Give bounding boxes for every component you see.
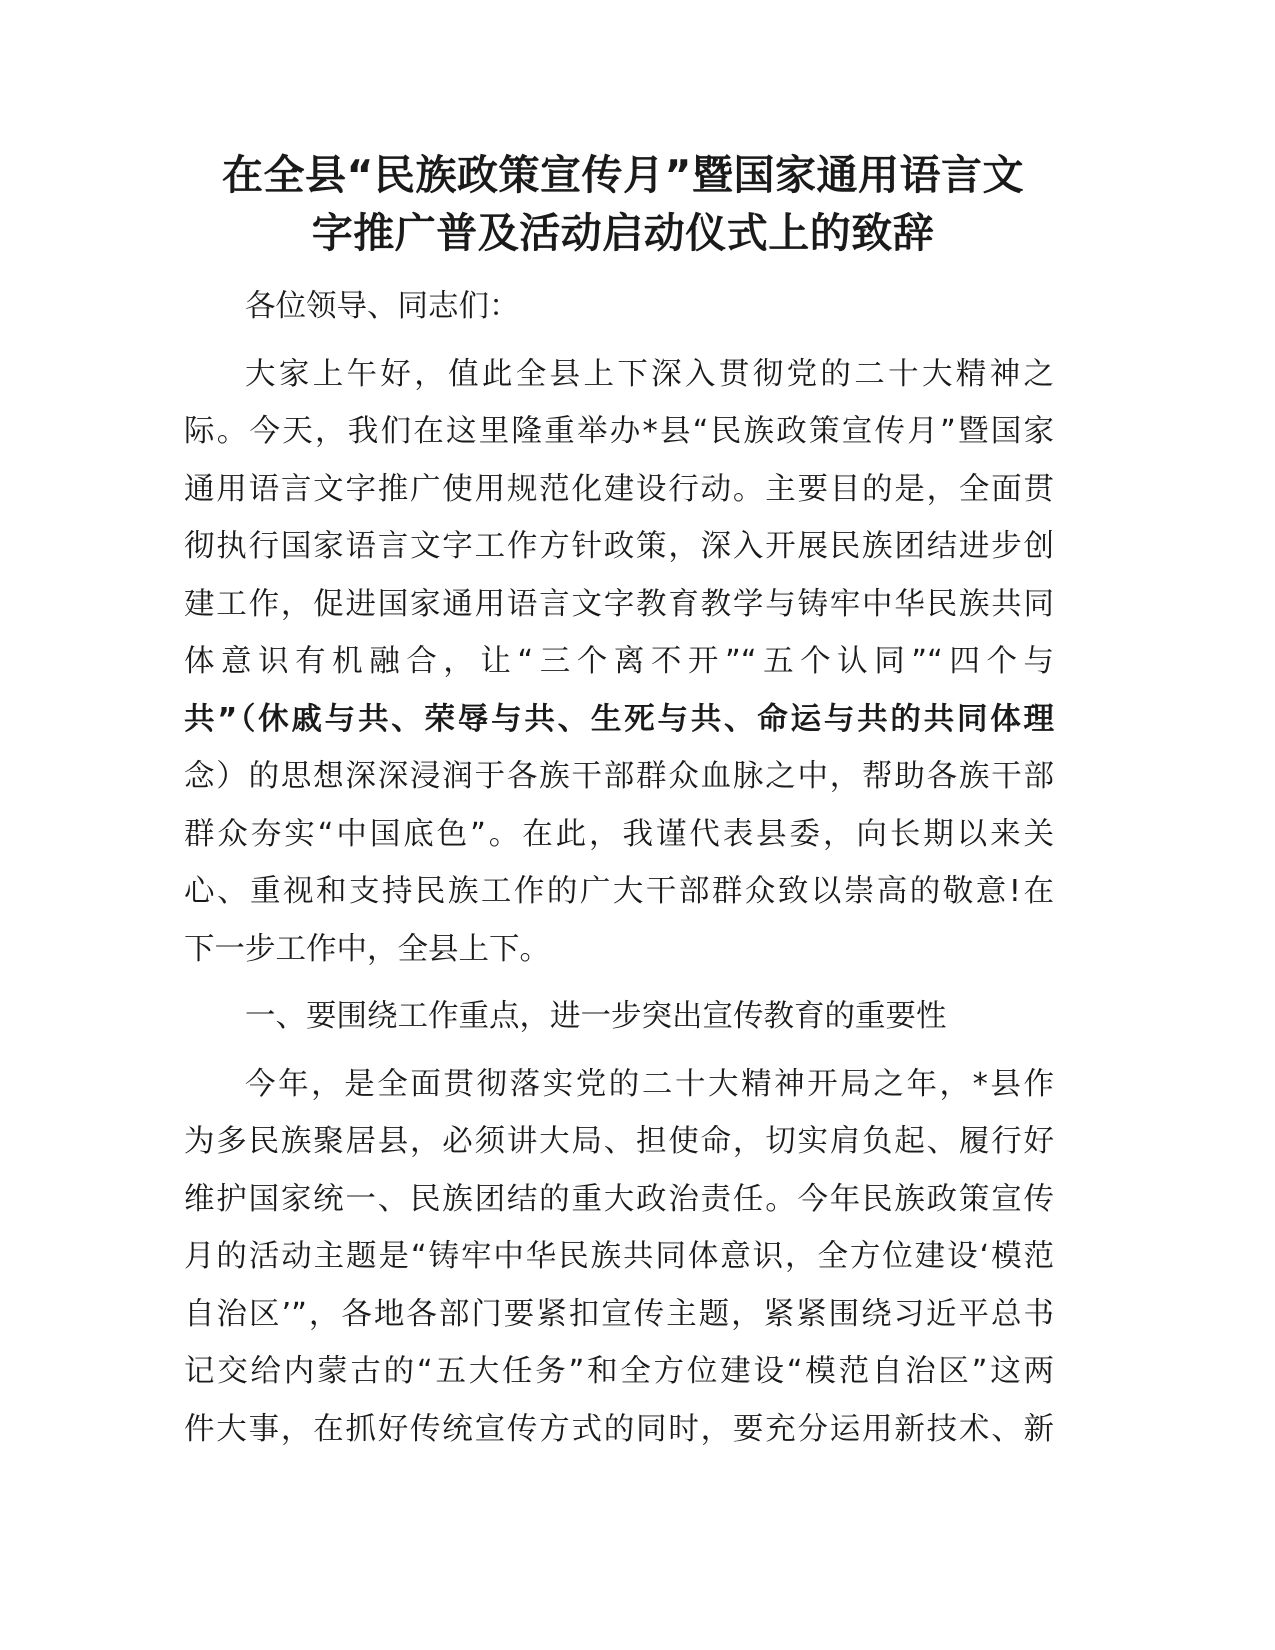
paragraph-line: 群众夯实“中国底色”。在此，我谨代表县委，向长期以来关 (184, 816, 1054, 852)
document-title (170, 146, 1076, 262)
salutation (184, 278, 1054, 336)
paragraph-line: 体意识有机融合，让“三个离不开”“五个认同”“四个与 (184, 644, 1054, 679)
paragraph-line: 共”（休戚与共、荣辱与共、生死与共、命运与共的共同体理 (184, 701, 1054, 737)
paragraph-line: 维护国家统一、民族团结的重大政治责任。今年民族政策宣传 (184, 1181, 1054, 1217)
title-line-1: 在全县“民族政策宣传月”暨国家通用语言文 (222, 151, 1024, 199)
paragraph-line: 际。今天，我们在这里隆重举办*县“民族政策宣传月”暨国家 (184, 414, 1054, 449)
paragraph-line: 月的活动主题是“铸牢中华民族共同体意识，全方位建设‘模范 (184, 1239, 1054, 1274)
section-heading-1 (184, 988, 1054, 1046)
paragraph-line: 建工作，促进国家通用语言文字教育教学与铸牢中华民族共同 (184, 586, 1054, 622)
section-heading-text: 一、要围绕工作重点，进一步突出宣传教育的重要性 (245, 999, 947, 1034)
paragraph-1 (184, 346, 1054, 979)
salutation-text: 各位领导、同志们： (245, 289, 520, 324)
paragraph-2 (184, 1056, 1054, 1459)
paragraph-line: 今年，是全面贯彻落实党的二十大精神开局之年，*县作 (245, 1066, 1054, 1102)
title-line-2: 字推广普及活动启动仪式上的致辞 (311, 209, 935, 257)
paragraph-line: 件大事，在抓好传统宣传方式的同时，要充分运用新技术、新 (184, 1411, 1054, 1447)
paragraph-line: 念）的思想深深浸润于各族干部群众血脉之中，帮助各族干部 (184, 759, 1054, 794)
paragraph-line: 记交给内蒙古的“五大任务”和全方位建设“模范自治区”这两 (184, 1354, 1054, 1389)
paragraph-line: 彻执行国家语言文字工作方针政策，深入开展民族团结进步创 (184, 529, 1054, 564)
document-body (184, 278, 1054, 1458)
paragraph-line: 自治区’”，各地各部门要紧扣宣传主题，紧紧围绕习近平总书 (184, 1296, 1054, 1332)
paragraph-line: 心、重视和支持民族工作的广大干部群众致以崇高的敬意!在 (184, 874, 1054, 909)
paragraph-line: 下一步工作中，全县上下。 (184, 931, 550, 967)
paragraph-line: 为多民族聚居县，必须讲大局、担使命，切实肩负起、履行好 (184, 1124, 1054, 1159)
paragraph-line: 大家上午好，值此全县上下深入贯彻党的二十大精神之 (245, 356, 1054, 392)
paragraph-line: 通用语言文字推广使用规范化建设行动。主要目的是，全面贯 (184, 471, 1054, 507)
